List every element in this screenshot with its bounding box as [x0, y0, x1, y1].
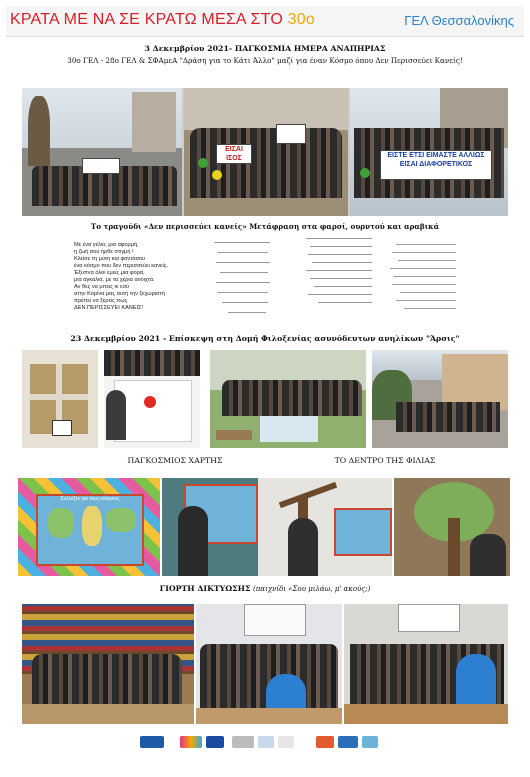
world-map-drawing-photo	[104, 350, 200, 448]
title-bar	[6, 6, 524, 37]
title-number: 30ο	[287, 11, 315, 28]
partner-logo-1	[232, 736, 254, 748]
greek-lyrics: Με ένα γέλιο, μια αφορμή, η ζωή σου ήρθε στιγμή ! Κλείσε τη μύτη και φαντάσου ένα κόσμο που δεν περισσεύει κανείς. Έξυπνα όλοι εμείς μια φορά, μια αγκαλιά, με τα χέρια ανοιχτά. Αν θες να μπεις κι εσύ στην Κορίνα μας αυτή την ξεχωριστή πρέπει να ξέρεις πως ΔΕΝ ΠΕΡΙΣΣΕΥΕΙ ΚΑΝΕΙΣ!	[74, 242, 168, 311]
section1-heading: 3 Δεκεμβρίου 2021- ΠΑΓΚΟΣΜΙΑ ΗΜΕΡΑ ΑΝΑΠΗΡΙΑΣ	[144, 44, 386, 53]
banner-isos: ΕΙΣΑΙ ΙΣΟΣ	[216, 144, 252, 164]
banner-line-1: ΕΙΣΤΕ ΕΤΣΙ ΕΙΜΑΣΤΕ ΑΛΛΙΩΣ	[387, 152, 485, 159]
sola-logo	[316, 736, 334, 748]
library-photo	[22, 604, 194, 724]
tree-photo-1	[258, 478, 392, 576]
group-photo-middle	[184, 88, 348, 216]
partner-logo-2	[258, 736, 274, 748]
eu-flag-logo	[206, 736, 224, 748]
classroom-photo-2	[344, 604, 508, 724]
map-girl-photo	[162, 478, 258, 576]
map-label: Συλλέξτε για τους κόσμους	[60, 496, 120, 502]
footer-logos	[140, 736, 390, 750]
caption-friendship-tree: ΤΟ ΔΕΝΤΡΟ ΤΗΣ ΦΙΛΙΑΣ	[334, 456, 436, 465]
world-map-board	[36, 494, 144, 566]
school-name: ΓΕΛ Θεσσαλονίκης	[404, 13, 514, 28]
march-photo-collage	[22, 88, 508, 216]
street-photo-right	[350, 88, 508, 216]
banner-small	[276, 124, 306, 144]
partner-logo-3	[278, 736, 294, 748]
song-heading: Το τραγούδι «Δεν περισσεύει κανείς» Μετάφραση στα φαρσί, ουρντού και αραβικά	[90, 222, 440, 231]
farsi-lyrics	[214, 240, 274, 316]
gift-photo	[22, 350, 98, 448]
banner-diaforetikos	[380, 150, 492, 180]
classroom-photo-1	[196, 604, 342, 724]
section1-subtitle: 30ο ΓΕΛ - 28ο ΓΕΛ & ΣΦΑμεΑ "Δράση για το Κάτι Άλλο" μαζί για έναν Κόσμο όπου Δεν Περισσεύει Κανείς!	[67, 56, 463, 65]
courtyard-photo	[210, 350, 366, 448]
erasmus-logo	[140, 736, 164, 748]
title-text: ΚΡΑΤΑ ΜΕ ΝΑ ΣΕ ΚΡΑΤΩ ΜΕΣΑ ΣΤΟ	[10, 11, 283, 28]
building-photo	[372, 350, 508, 448]
section3-heading	[0, 584, 530, 593]
partner-logo-4	[362, 736, 378, 748]
page-title	[10, 11, 315, 29]
banner-line-2: ΕΙΣΑΙ ΔΙΑΦΟΡΕΤΙΚΟΣ	[399, 161, 473, 168]
street-sign	[82, 158, 120, 174]
urdu-lyrics	[306, 236, 376, 312]
caption-world-map: ΠΑΓΚΟΣΜΙΟΣ ΧΑΡΤΗΣ	[127, 456, 223, 465]
street-photo-left	[22, 88, 182, 216]
arabic-lyrics	[390, 242, 458, 318]
section3-heading-italic: (παιχνίδι «Σου μιλάω, μ' ακούς;)	[253, 585, 371, 593]
section2-heading: 23 Δεκεμβρίου 2021 - Επίσκεψη στη Δομή Φιλοξενίας ασυνόδευτων ανηλίκων "Άρσις"	[70, 334, 460, 343]
kids-logo	[180, 736, 202, 748]
section3-heading-bold: ΓΙΟΡΤΗ ΔΙΚΤΥΩΣΗΣ	[159, 584, 251, 593]
crowe-logo	[338, 736, 358, 748]
tree-photo-2	[394, 478, 510, 576]
world-map-board-photo	[18, 478, 160, 576]
